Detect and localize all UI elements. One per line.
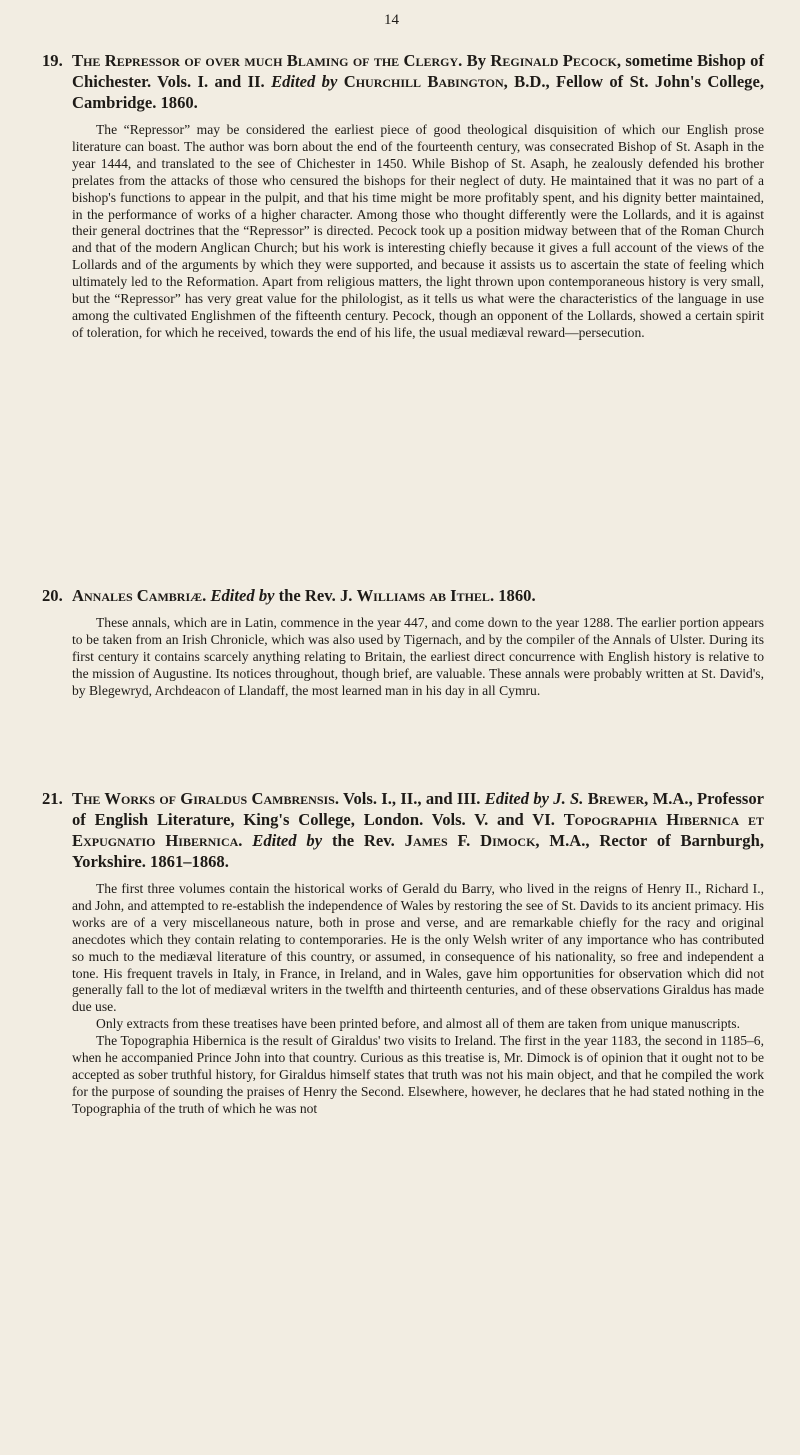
editor-name: James F. Dimock,	[404, 831, 540, 850]
editor-prefix: J. S.	[553, 789, 584, 808]
entry-title: The Repressor of over much Blaming of the Clergy.	[72, 51, 463, 70]
editor-name: Williams ab Ithel.	[356, 586, 495, 605]
catalogue-entry-21	[42, 788, 764, 1118]
entry-title: Annales Cambriæ.	[72, 586, 207, 605]
entry-description	[72, 615, 764, 700]
byline-prefix: By	[466, 51, 487, 70]
edited-by-label: Edited by	[252, 831, 323, 850]
entry-subtitle: Topographia Hibernica et Expugnatio Hibernica.	[72, 810, 764, 850]
edited-by-label: Edited by	[484, 789, 549, 808]
description-paragraph: The first three volumes contain the historical works of Gerald du Barry, who lived in the reigns of Henry II., Richard I., and John, and attempted to re-establish the independence of Wales by restoring the see of St. Davids to its ancient primacy. His works are of a very miscellaneous nature, both in prose and verse, and are remarkable chiefly for the racy and original anecdotes which they contain relating to contemporaries. He is the only Welsh writer of any importance who has contributed so much to the mediæval literature of this country, or assumed, in consequence of his nationality, so free and independent a tone. His frequent travels in Italy, in France, in Ireland, and in Wales, gave him opportunities for observation which did not generally fall to the lot of mediæval writers in the twelfth and thirteenth centuries, and of these observations Giraldus has made due use.	[72, 881, 764, 1015]
description-paragraph: The Topographia Hibernica is the result of Giraldus' two visits to Ireland. The first in the year 1183, the second in 1185–6, when he accompanied Prince John into that country. Curious as this treatise is, Mr. Dimock is of opinion that it ought not to be accepted as sober truthful history, for Giraldus himself states that truth was not his main object, and that he compiled the work for the purpose of sounding the praises of Henry the Second. Elsewhere, however, he declares that he had stated nothing in the Topographia of the truth of which he was not	[72, 1033, 764, 1116]
entry-title: The Works of Giraldus Cambrensis.	[72, 789, 339, 808]
entry-heading	[42, 585, 764, 606]
editor-description: M.A., Professor of English Literature, King's College, London. Vols. V. and VI.	[72, 789, 764, 829]
catalogue-entry-20	[42, 585, 764, 700]
entry-description	[72, 881, 764, 1118]
description-paragraph: These annals, which are in Latin, commence in the year 447, and come down to the year 1288. The earlier portion appears to be taken from an Irish Chronicle, which was also used by Tigernach, and by the compiler of the Annals of Ulster. During its first century it contains scarcely anything relating to Britain, the earliest direct concurrence with English history is relative to the mission of Augustine. Its notices throughout, though brief, are valuable. These annals were probably written at St. David's, by Blegewryd, Archdeacon of Llandaff, the most learned man in his day in all Cymru.	[72, 615, 764, 698]
author-name: Reginald Pecock,	[490, 51, 621, 70]
edited-by-label: Edited by	[210, 586, 275, 605]
entry-heading	[42, 50, 764, 113]
editor-description: B.D., Fellow of St. John's College, Cambridge. 1860.	[72, 72, 764, 112]
volumes-label: Vols. I., II., and III.	[343, 789, 481, 808]
entry-number: 19.	[42, 51, 63, 70]
author-description: sometime Bishop of Chichester. Vols. I. and II.	[72, 51, 764, 91]
description-paragraph: Only extracts from these treatises have been printed before, and almost all of them are taken from unique manuscripts.	[96, 1016, 740, 1032]
entry-description	[72, 122, 764, 342]
editor-description: 1860.	[498, 586, 536, 605]
description-paragraph: The “Repressor” may be considered the earliest piece of good theological disquisition of which our English prose literature can boast. The author was born about the end of the fourteenth century, was consecrated Bishop of St. Asaph in the year 1444, and translated to the see of Chichester in 1450. While Bishop of St. Asaph, he zealously defended his brother prelates from the attacks of those who censured the bishops for their neglect of duty. He maintained that it was no part of a bishop's functions to appear in the pulpit, and that his time might be more profitably spent, and his dignity better maintained, in the performance of works of a higher character. Among those who thought differently were the Lollards, and it is against their general doctrines that the “Repressor” is directed. Pecock took up a position midway between that of the Roman Church and that of the modern Anglican Church; but his work is interesting chiefly because it gives a full account of the views of the Lollards and of the arguments by which they were supported, and because it assists us to ascertain the state of feeling which ultimately led to the Reformation. Apart from religious matters, the light thrown upon contemporaneous history is very small, but the “Repressor” has very great value for the philologist, as it tells us what were the characteristics of the language in use among the cultivated Englishmen of the fifteenth century. Pecock, though an opponent of the Lollards, showed a certain spirit of toleration, for which he received, towards the end of his life, the usual mediæval reward—persecution.	[72, 122, 764, 340]
editor-name: Churchill Babington,	[343, 72, 508, 91]
catalogue-entry-19	[42, 50, 764, 342]
entry-heading	[42, 788, 764, 872]
editor-prefix: the Rev. J.	[278, 586, 353, 605]
editor-name: Brewer,	[587, 789, 649, 808]
edited-by-label: Edited by	[271, 72, 338, 91]
entry-number: 21.	[42, 789, 63, 808]
page-number: 14	[384, 12, 399, 28]
entry-number: 20.	[42, 586, 63, 605]
editor-description: M.A., Rector of Barnburgh, Yorkshire. 1861–1868.	[72, 831, 764, 871]
editor-prefix: the Rev.	[331, 831, 395, 850]
